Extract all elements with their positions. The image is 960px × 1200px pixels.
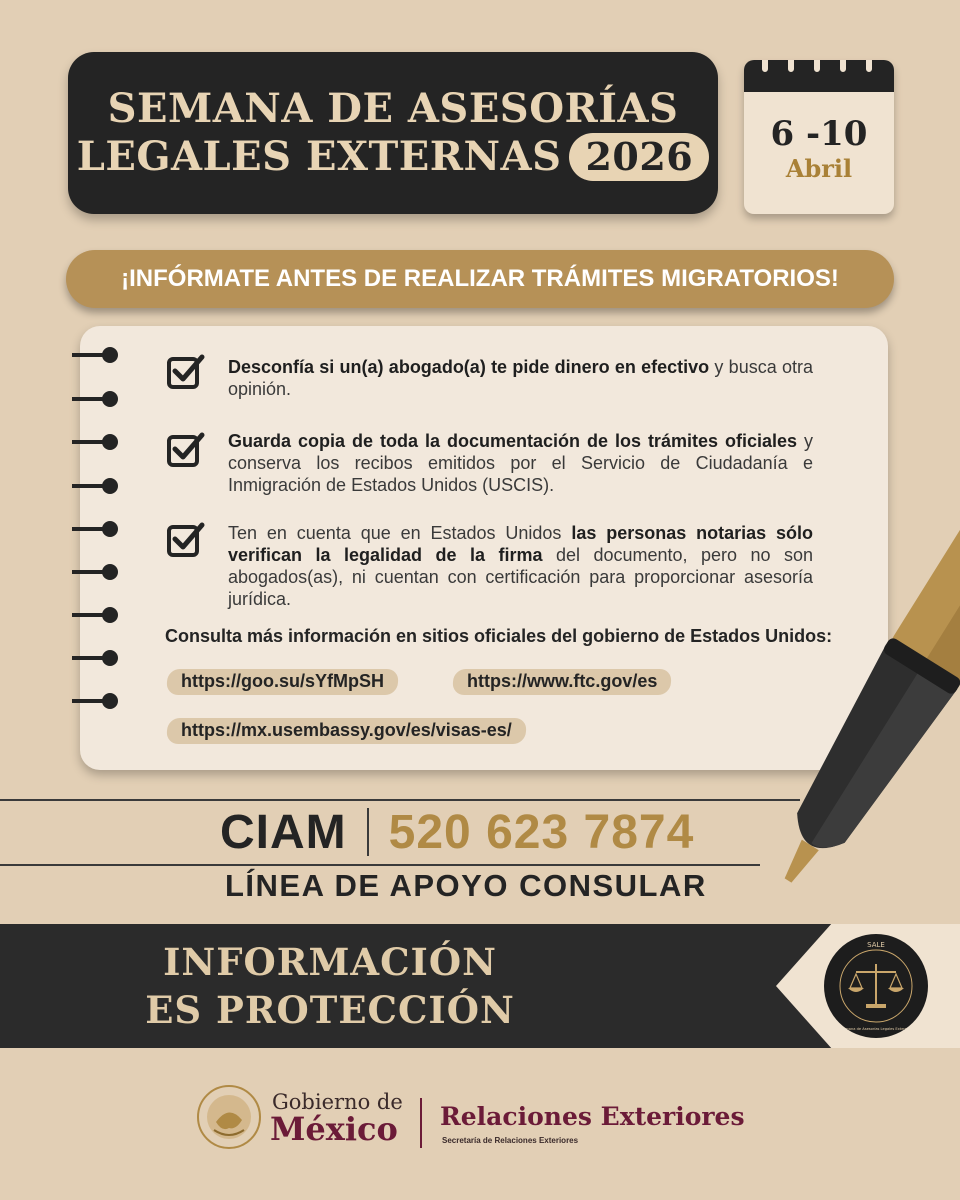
slogan-line-1: INFORMACIÓN <box>163 940 497 984</box>
link-goo-text[interactable]: https://goo.su/sYfMpSH <box>181 670 384 691</box>
tip-3-bold: las personas notarias sólo verifican la legalidad de la firma <box>228 523 814 565</box>
tip-3 <box>228 522 813 610</box>
calendar-icon <box>744 60 894 214</box>
tip-3-text: del documento, pero no son abogados(as), ni cuentan con certificación para proporcionar asesoría jurídica. <box>228 545 814 609</box>
support-line-label: LÍNEA DE APOYO CONSULAR <box>225 868 707 903</box>
tip-2-bold: Guarda copia de toda la documentación de los trámites oficiales <box>228 431 797 451</box>
link-goo[interactable] <box>181 664 384 698</box>
tip-1 <box>228 356 813 400</box>
seal-top-text: SALE <box>867 941 885 949</box>
slogan <box>0 938 660 1034</box>
coat-of-arms-icon <box>196 1084 262 1150</box>
consult-text: Consulta más información en sitios oficiales del gobierno de Estados Unidos: <box>165 626 833 646</box>
calendar-header <box>744 60 894 92</box>
calendar-month: Abril <box>785 154 853 183</box>
phone-row <box>220 800 694 864</box>
seal-bottom-text: Semana de Asesorías Legales Externas <box>840 1027 912 1031</box>
title-line-2 <box>77 133 710 181</box>
ciam-label: CIAM <box>220 805 347 859</box>
link-usembassy-text[interactable]: https://mx.usembassy.gov/es/visas-es/ <box>181 719 512 740</box>
pen-icon <box>760 500 960 910</box>
title-banner <box>68 52 718 214</box>
slogan-line-2: ES PROTECCIÓN <box>145 988 515 1032</box>
gobierno-label: Gobierno de <box>272 1090 403 1114</box>
tip-2-text: y conserva los recibos emitidos por el Servicio de Ciudadanía e Inmigración de Estados Unidos (USCIS). <box>228 431 813 495</box>
tip-3-pre: Ten en cuenta que en Estados Unidos <box>228 523 572 543</box>
checkbox-icon <box>166 520 206 560</box>
checkbox-icon <box>166 352 206 392</box>
year-badge: 2026 <box>569 133 709 181</box>
checkbox-icon <box>166 430 206 470</box>
scales-of-justice-icon <box>824 934 928 1038</box>
calendar-days: 6 -10 <box>770 114 868 154</box>
mexico-label: México <box>270 1110 398 1148</box>
divider-bottom <box>0 864 760 866</box>
phone-number[interactable]: 520 623 7874 <box>388 805 695 859</box>
phone-separator <box>367 808 369 856</box>
tip-2 <box>228 430 813 496</box>
title-line-1: SEMANA DE ASESORÍAS <box>107 85 679 132</box>
title-line-2-text: LEGALES EXTERNAS <box>76 133 562 180</box>
link-ftc[interactable] <box>467 664 657 698</box>
tip-1-bold: Desconfía si un(a) abogado(a) te pide dinero en efectivo <box>228 357 710 377</box>
tip-1-text: y busca otra opinión. <box>228 357 813 399</box>
warning-banner: ¡INFÓRMATE ANTES DE REALIZAR TRÁMITES MIGRATORIOS! <box>66 250 894 308</box>
relaciones-label: Relaciones Exteriores <box>440 1102 745 1131</box>
link-usembassy[interactable] <box>181 713 512 747</box>
secretaria-label: Secretaría de Relaciones Exteriores <box>442 1136 579 1145</box>
footer-separator <box>420 1098 422 1148</box>
link-ftc-text[interactable]: https://www.ftc.gov/es <box>467 670 658 691</box>
